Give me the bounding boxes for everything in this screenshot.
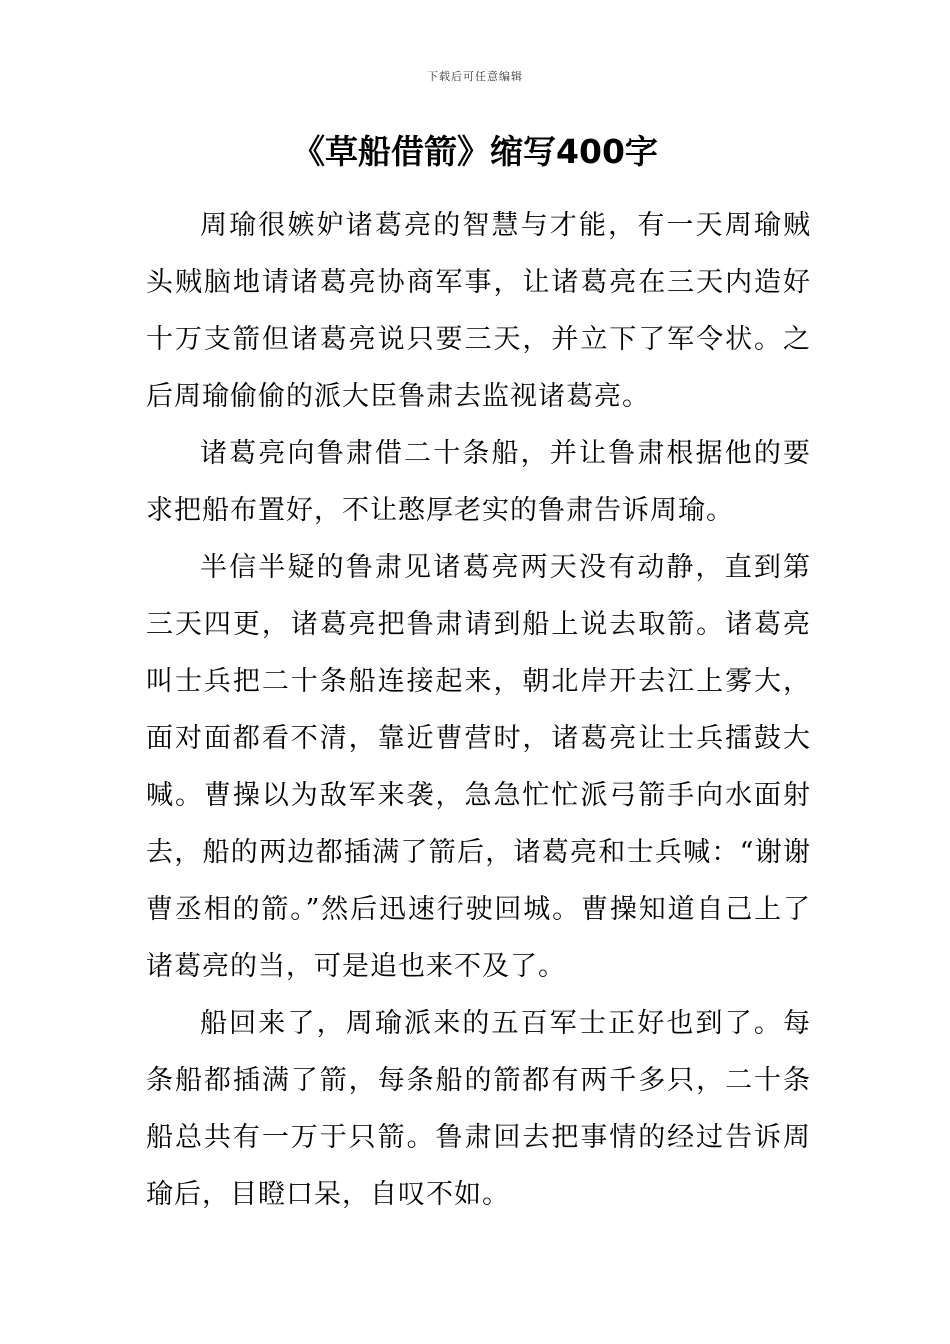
header-note: 下载后可任意编辑 xyxy=(427,70,523,83)
paragraph-3: 半信半疑的鲁肃见诸葛亮两天没有动静，直到第三天四更，诸葛亮把鲁肃请到船上说去取箭。诸葛亮叫士兵把二十条船连接起来，朝北岸开去江上雾大，面对面都看不清，靠近曹营时，诸葛亮让士兵擂鼓大喊。曹操以为敌军来袭，急急忙忙派弓箭手向水面射去，船的两边都插满了箭后，诸葛亮和士兵喊：“谢谢曹丞相的箭。”然后迅速行驶回城。曹操知道自己上了诸葛亮的当，可是追也来不及了。 xyxy=(146,552,811,982)
document-title: 《草船借箭》缩写400字 xyxy=(292,132,658,171)
document-body xyxy=(146,197,811,1223)
paragraph-2: 诸葛亮向鲁肃借二十条船，并让鲁肃根据他的要求把船布置好，不让憨厚老实的鲁肃告诉周瑜。 xyxy=(146,438,811,526)
paragraph-4: 船回来了，周瑜派来的五百军士正好也到了。每条船都插满了箭，每条船的箭都有两千多只，二十条船总共有一万于只箭。鲁肃回去把事情的经过告诉周瑜后，目瞪口呆，自叹不如。 xyxy=(146,1008,811,1210)
paragraph-1: 周瑜很嫉妒诸葛亮的智慧与才能，有一天周瑜贼头贼脑地请诸葛亮协商军事，让诸葛亮在三天内造好十万支箭但诸葛亮说只要三天，并立下了军令状。之后周瑜偷偷的派大臣鲁肃去监视诸葛亮。 xyxy=(146,210,811,412)
